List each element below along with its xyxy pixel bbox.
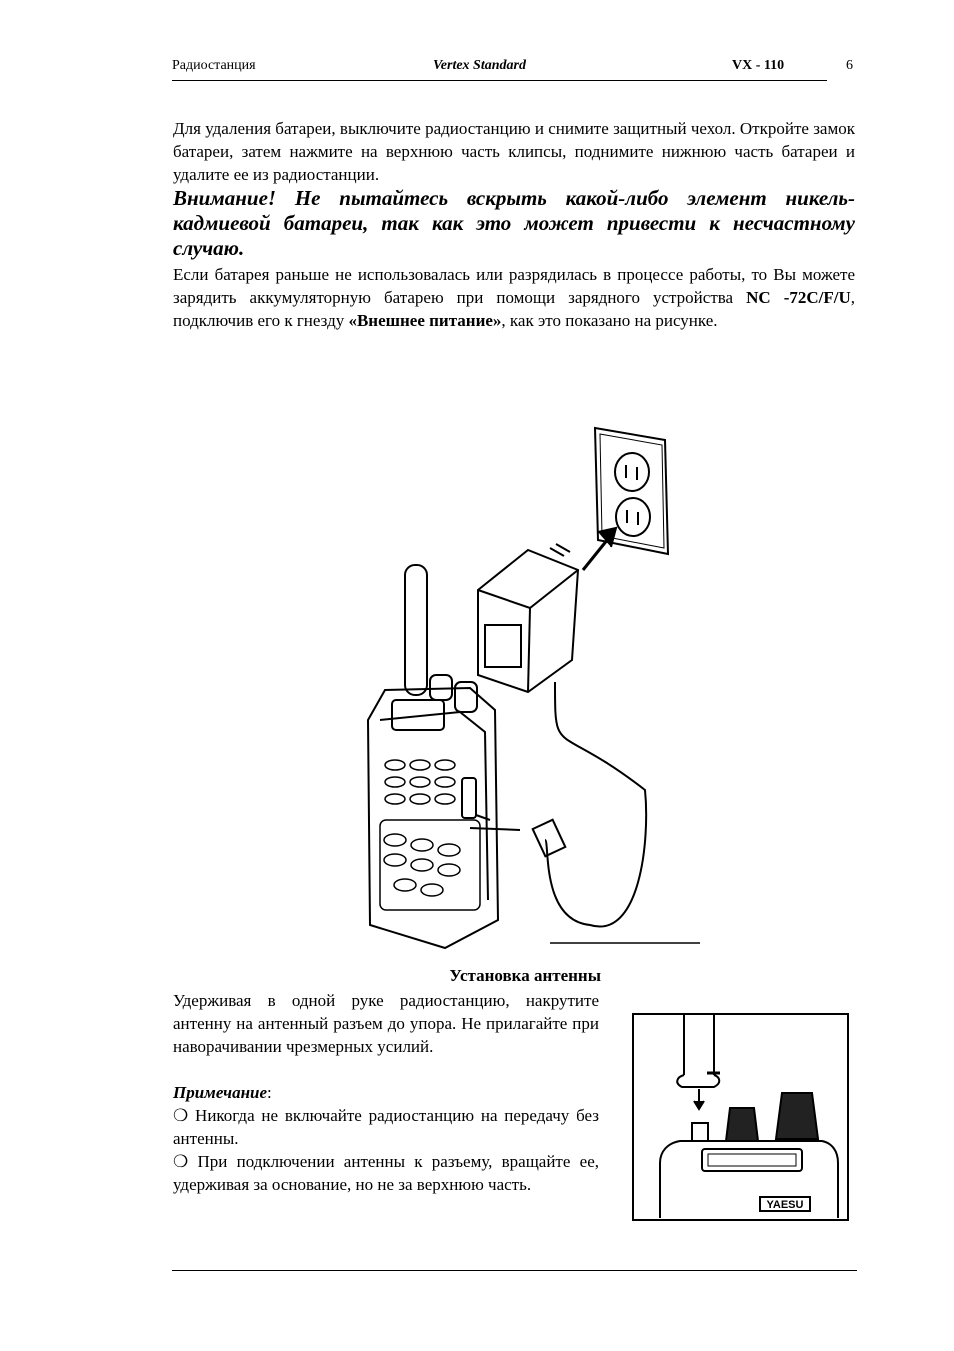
note-1-text: Никогда не включайте радиостанцию на передачу без антенны. (173, 1106, 599, 1148)
note-label: Примечание (173, 1083, 268, 1102)
charger-illustration (350, 420, 710, 950)
page-number: 6 (846, 58, 853, 73)
header-rule (172, 80, 827, 81)
note-item-2 (173, 1150, 599, 1196)
antenna-section-title: Установка антенны (449, 966, 601, 985)
header-title: Радиостанция (172, 58, 256, 73)
antenna-paragraph: Удерживая в одной руке радиостанцию, накрутите антенну на антенный разъем до упора. Не прилагайте при наворачивании чрезмерных усилий. (173, 991, 599, 1056)
bullet-icon: ❍ (173, 1152, 189, 1171)
charger-model: NC -72C/F/U (746, 288, 851, 307)
antenna-illustration (632, 1013, 849, 1221)
bullet-icon: ❍ (173, 1106, 189, 1125)
footer-rule (172, 1270, 857, 1271)
header-model: VX - 110 (732, 58, 785, 73)
note-heading (173, 1081, 599, 1104)
note-item-1 (173, 1104, 599, 1150)
jack-name: «Внешнее питание» (348, 311, 502, 330)
charging-paragraph (173, 263, 855, 332)
header-brand: Vertex Standard (433, 58, 526, 73)
yaesu-logo: YAESU (766, 1199, 804, 1211)
note-colon: : (267, 1083, 272, 1102)
note-2-text: При подключении антенны к разъему, вращайте ее, удерживая за основание, но не за верхнюю часть. (173, 1152, 599, 1194)
charging-text-3: , как это показано на рисунке. (501, 311, 718, 330)
warning-paragraph: Внимание! Не пытайтесь вскрыть какой-либо элемент никель-кадмиевой батареи, так как это может привести к несчастному случаю. (173, 186, 855, 260)
charging-text-1: Если батарея раньше не использовалась или разрядилась в процессе работы, то Вы можете зарядить аккумуляторную батарею при помощи зарядного устройства (173, 265, 855, 307)
charging-text-2: , подключив его к гнезду (173, 288, 855, 330)
battery-removal-paragraph: Для удаления батареи, выключите радиостанцию и снимите защитный чехол. Откройте замок батареи, затем нажмите на верхнюю часть клипсы, поднимите нижнюю часть батареи и удалите ее из радиостанции. (173, 119, 855, 184)
